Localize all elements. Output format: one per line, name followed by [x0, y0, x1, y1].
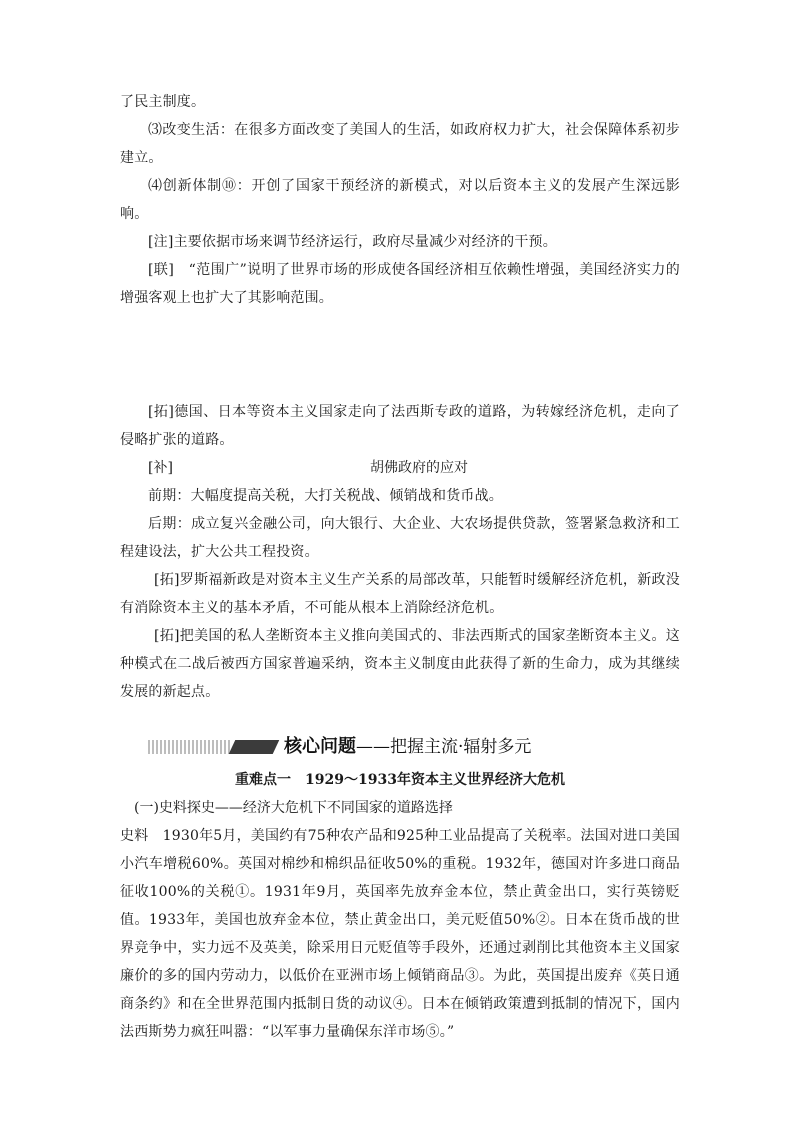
expand-fascism: [拓]德国、日本等资本主义国家走向了法西斯专政的道路，为转嫁经济危机，走向了侵略扩张的道路。	[120, 404, 680, 448]
banner-title	[284, 732, 531, 758]
blank-gap	[120, 312, 680, 398]
banner-slant-decoration	[229, 740, 280, 754]
key-point-heading: 重难点一 1929～1933年资本主义世界经济大危机	[235, 772, 565, 788]
banner-title-main: 核心问题	[284, 736, 356, 757]
item-change-life: ⑶改变生活：在很多方面改变了美国人的生活，如政府权力扩大，社会保障体系初步建立。	[120, 122, 680, 166]
hoover-early: 前期：大幅度提高关税，大打关税战、倾销战和货币战。	[148, 488, 503, 504]
material-paragraph: 史料 1930年5月，美国约有75种农产品和925种工业品提高了关税率。法国对进口美国小汽车增税60%。英国对棉纱和棉织品征收50%的重税。1932年，德国对许多进口商品征收100%的关税①。1931年9月，英国率先放弃金本位，禁止黄金出口，实行英镑贬值。1933年，美国也放弃金本位，禁止黄金出口，美元贬值50%②。日本在货币战的世界竞争中，实力远不及英美，除采用日元贬值等手段外，还通过剥削比其他资本主义国家廉价的多的国内劳动力，以低价在亚洲市场上倾销商品③。为此，英国提出废弃《英日通商条约》和在全世界范围内抵制日货的动议④。日本在倾销政策遭到抵制的情况下，国内法西斯势力疯狂叫嚣：“以军事力量确保东洋市场⑤。”	[120, 828, 680, 1040]
document-page	[120, 88, 680, 1046]
expand-state-monopoly: [拓]把美国的私人垄断资本主义推向美国式的、非法西斯式的国家垄断资本主义。这种模式在二战后被西方国家普遍采纳，资本主义制度由此获得了新的生命力，成为其继续发展的新起点。	[120, 628, 680, 700]
section-banner	[120, 730, 680, 764]
expand-new-deal: [拓]罗斯福新政是对资本主义生产关系的局部改革，只能暂时缓解经济危机，新政没有消除资本主义的基本矛盾，不可能从根本上消除经济危机。	[120, 572, 680, 616]
supplement-tag: [补]	[148, 460, 173, 476]
item-innovate-system: ⑷创新体制⑩：开创了国家干预经济的新模式，对以后资本主义的发展产生深远影响。	[120, 178, 680, 222]
supplement-title: 胡佛政府的应对	[370, 460, 468, 476]
link-scope: [联] “范围广”说明了世界市场的形成使各国经济相互依赖性增强，美国经济实力的增强客观上也扩大了其影响范围。	[120, 262, 680, 306]
banner-title-sub: ——把握主流·辐射多元	[356, 737, 532, 757]
material-subheading: (一)史料探史——经济大危机下不同国家的道路选择	[134, 800, 453, 816]
hoover-late: 后期：成立复兴金融公司，向大银行、大企业、大农场提供贷款，签署紧急救济和工程建设法，扩大公共工程投资。	[120, 516, 680, 560]
text-line-democracy: 了民主制度。	[120, 94, 206, 110]
supplement-row	[120, 454, 680, 482]
banner-stripes-decoration	[148, 740, 232, 754]
note-market: [注]主要依据市场来调节经济运行，政府尽量减少对经济的干预。	[148, 234, 557, 250]
